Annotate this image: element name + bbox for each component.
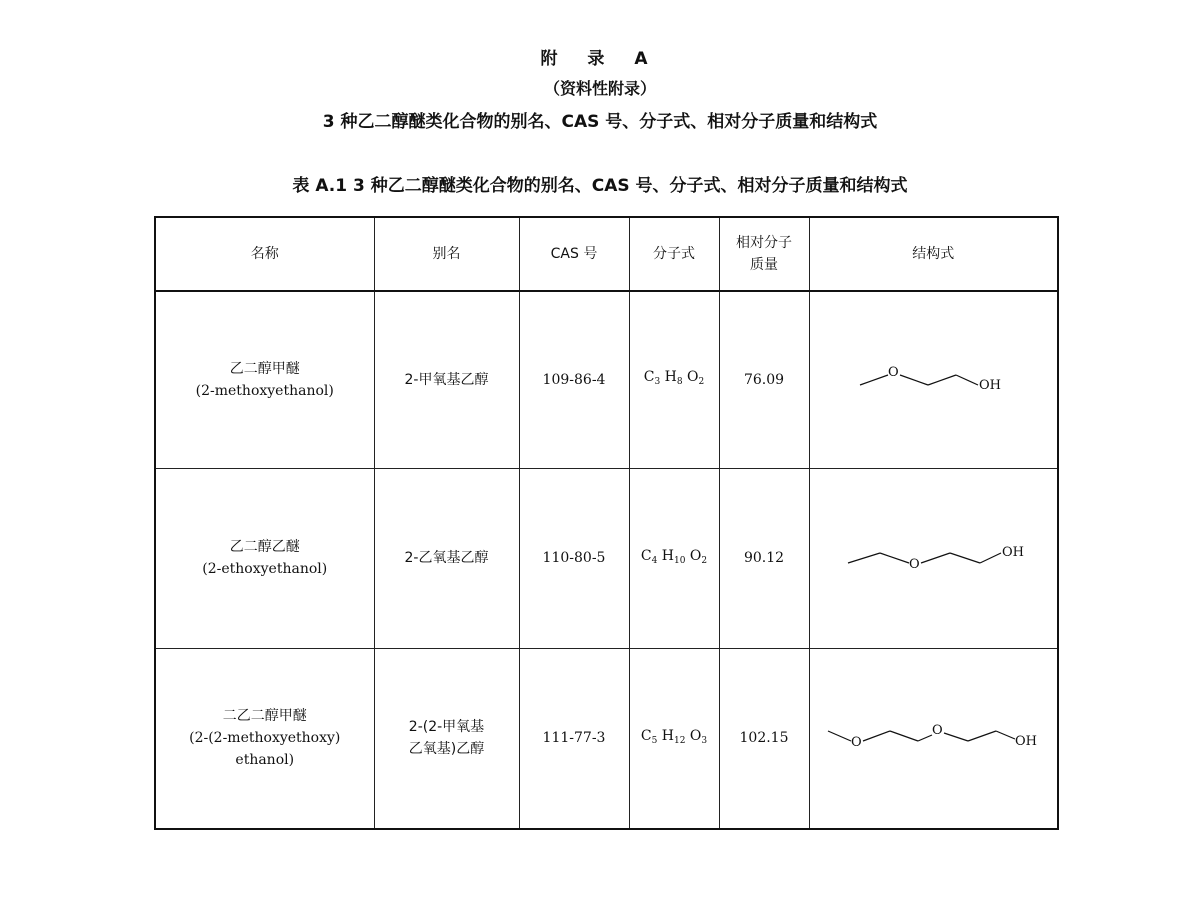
cell-structure <box>809 291 1058 468</box>
cell-alias: 2-甲氧基乙醇 <box>374 291 519 468</box>
cell-mass: 102.15 <box>719 648 809 829</box>
name-cn: 乙二醇乙醚 <box>229 539 300 555</box>
cell-cas: 109-86-4 <box>519 291 629 468</box>
cell-cas: 111-77-3 <box>519 648 629 829</box>
cell-formula: $C_3$ $H_8$ $O_2$ <box>629 291 719 468</box>
alias-line2: 乙氧基)乙醇 <box>408 741 485 758</box>
cell-mass: 76.09 <box>719 291 809 468</box>
header-mass-line1: 相对分子 <box>736 235 792 251</box>
header-alias: 别名 <box>374 217 519 291</box>
name-cn: 二乙二醇甲醚 <box>222 708 307 725</box>
cell-cas: 110-80-5 <box>519 468 629 648</box>
header-formula: 分子式 <box>629 217 719 291</box>
table-row <box>155 291 1058 468</box>
cell-formula: $C_5$ $H_{12}$ $O_3$ <box>629 648 719 829</box>
cell-name <box>155 291 374 468</box>
table-row <box>155 648 1058 829</box>
name-en: (2-methoxyethanol) <box>195 382 334 399</box>
appendix-heading: 附 录 A <box>540 49 660 69</box>
header-mass <box>719 217 809 291</box>
structure-oxygen-label-2: O <box>932 723 943 739</box>
appendix-type: （资料性附录） <box>543 79 656 98</box>
header-name: 名称 <box>155 217 374 291</box>
cell-name <box>155 648 374 829</box>
structure-2-methoxyethanol <box>818 345 1048 415</box>
appendix-title: 3 种乙二醇醚类化合物的别名、CAS 号、分子式、相对分子质量和结构式 <box>322 112 878 132</box>
cell-structure <box>809 468 1058 648</box>
cell-mass: 90.12 <box>719 468 809 648</box>
name-cn: 乙二醇甲醚 <box>229 360 300 377</box>
table-row <box>155 468 1058 648</box>
structure-2-2-methoxyethoxy-ethanol <box>818 703 1048 773</box>
cell-name <box>155 468 374 648</box>
structure-oh-label: OH <box>979 377 1002 393</box>
structure-2-ethoxyethanol <box>818 523 1048 593</box>
structure-oxygen-label: O <box>909 557 920 572</box>
structure-oh-label: OH <box>1015 734 1038 750</box>
table-header-row <box>155 217 1058 291</box>
header-cas: CAS 号 <box>519 217 629 291</box>
name-en-line2: ethanol) <box>235 752 295 769</box>
cell-formula: $C_4$ $H_{10}$ $O_2$ <box>629 468 719 648</box>
cell-structure <box>809 648 1058 829</box>
data-table <box>154 216 1059 830</box>
structure-oh-label: OH <box>1002 545 1025 560</box>
header-mass-line2: 质量 <box>750 257 778 273</box>
name-en-line1: (2-(2-methoxyethoxy) <box>189 730 341 747</box>
table-caption: 表 A.1 3 种乙二醇醚类化合物的别名、CAS 号、分子式、相对分子质量和结构式 <box>292 176 908 196</box>
structure-oxygen-label: O <box>888 364 899 380</box>
header-structure: 结构式 <box>809 217 1058 291</box>
name-en: (2-ethoxyethanol) <box>202 561 328 577</box>
alias-line1: 2-(2-甲氧基 <box>408 719 485 736</box>
cell-alias: 2-乙氧基乙醇 <box>374 468 519 648</box>
cell-alias <box>374 648 519 829</box>
structure-oxygen-label: O <box>851 735 862 751</box>
